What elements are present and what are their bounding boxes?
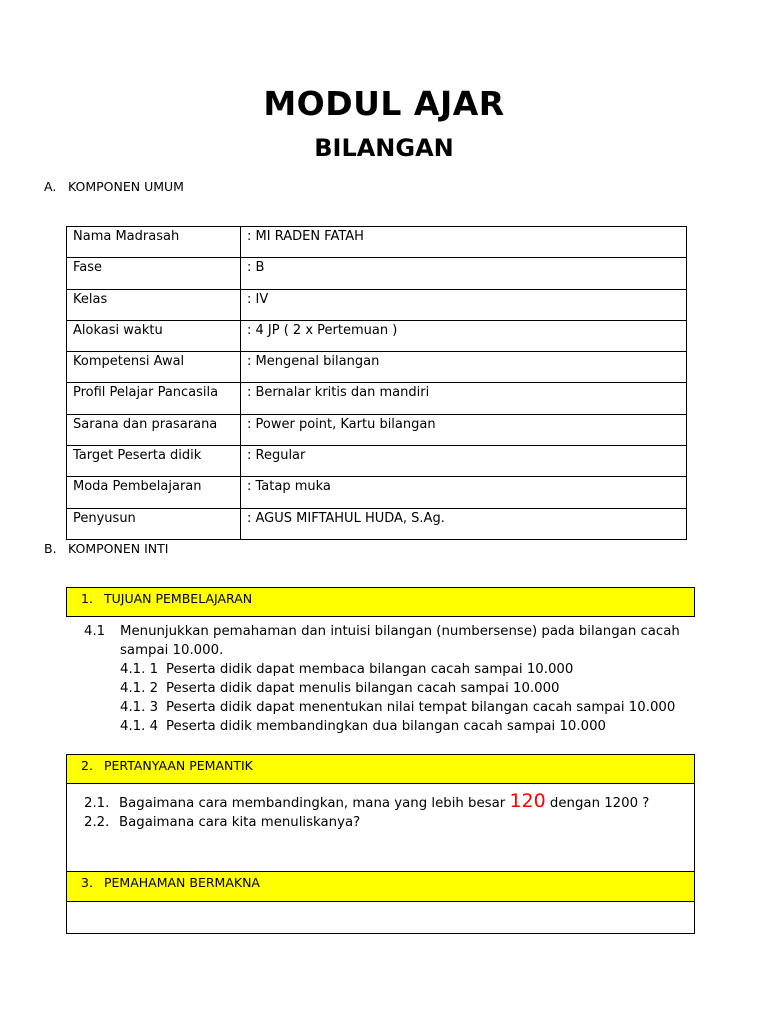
pemantik-label: PERTANYAAN PEMANTIK [104,758,253,773]
row-value: : Mengenal bilangan [241,352,687,383]
row-key: Alokasi waktu [67,320,241,351]
row-key: Kompetensi Awal [67,352,241,383]
list-item-number: 4.1. 3 [120,700,159,715]
row-key: Nama Madrasah [67,227,241,258]
row-value: : Regular [241,446,687,477]
tujuan-main-text-2: sampai 10.000. [120,643,224,658]
list-item-text: Peserta didik dapat membaca bilangan cacah sampai 10.000 [166,662,574,677]
question-number: 2.2. [84,815,110,830]
section-a-heading [44,179,184,194]
tujuan-main-text-1: Menunjukkan pemahaman dan intuisi bilangan (numbersense) pada bilangan cacah [120,624,680,639]
pemahaman-number: 3. [81,875,93,890]
tujuan-main-number: 4.1 [84,624,106,639]
question-text: Bagaimana cara kita menuliskanya? [119,815,361,830]
table-row [67,227,687,258]
list-item-text: Peserta didik dapat menentukan nilai tempat bilangan cacah sampai 10.000 [166,700,676,715]
row-key: Sarana dan prasarana [67,414,241,445]
section-b-heading [44,541,168,556]
question-number: 2.1. [84,796,110,811]
tujuan-main-line1 [84,624,680,639]
list-item [120,700,675,715]
list-item [120,681,560,696]
question-text-after: dengan 1200 ? [545,796,650,811]
row-key: Penyusun [67,508,241,539]
section-b-label: KOMPONEN INTI [68,541,169,556]
section-a-marker: A. [44,179,57,194]
row-value: : 4 JP ( 2 x Pertemuan ) [241,320,687,351]
row-key: Kelas [67,289,241,320]
table-row [67,258,687,289]
document-subtitle: BILANGAN [314,134,454,162]
pemantik-question-2 [84,815,360,830]
table-row [67,320,687,351]
list-item [120,719,606,734]
section-b-marker: B. [44,541,57,556]
list-item-number: 4.1. 2 [120,681,159,696]
pemantik-header-box [66,754,695,784]
section-a-label: KOMPONEN UMUM [68,179,184,194]
row-key: Fase [67,258,241,289]
list-item-number: 4.1. 4 [120,719,159,734]
tujuan-header-box [66,587,695,617]
row-value: : MI RADEN FATAH [241,227,687,258]
table-row [67,383,687,414]
question-text-before: Bagaimana cara membandingkan, mana yang lebih besar [119,796,510,811]
pemahaman-label: PEMAHAMAN BERMAKNA [104,875,260,890]
row-value: : IV [241,289,687,320]
table-row [67,508,687,539]
row-key: Target Peserta didik [67,446,241,477]
table-row [67,446,687,477]
highlight-number: 120 [509,790,546,812]
list-item [120,662,573,677]
row-value: : Bernalar kritis dan mandiri [241,383,687,414]
pemahaman-header-box [66,871,695,902]
row-value: : B [241,258,687,289]
row-key: Profil Pelajar Pancasila [67,383,241,414]
list-item-text: Peserta didik dapat menulis bilangan cacah sampai 10.000 [166,681,560,696]
row-value: : Tatap muka [241,477,687,508]
document-title: MODUL AJAR [263,84,505,123]
tujuan-label: TUJUAN PEMBELAJARAN [104,591,253,606]
general-info-table [66,226,687,540]
pemantik-question-1 [84,790,649,812]
list-item-text: Peserta didik membandingkan dua bilangan cacah sampai 10.000 [166,719,606,734]
row-value: : Power point, Kartu bilangan [241,414,687,445]
pemahaman-content-box [66,902,695,934]
row-key: Moda Pembelajaran [67,477,241,508]
table-row [67,477,687,508]
table-row [67,352,687,383]
row-value: : AGUS MIFTAHUL HUDA, S.Ag. [241,508,687,539]
table-row [67,289,687,320]
table-row [67,414,687,445]
pemantik-number: 2. [81,758,93,773]
list-item-number: 4.1. 1 [120,662,159,677]
tujuan-number: 1. [81,591,93,606]
